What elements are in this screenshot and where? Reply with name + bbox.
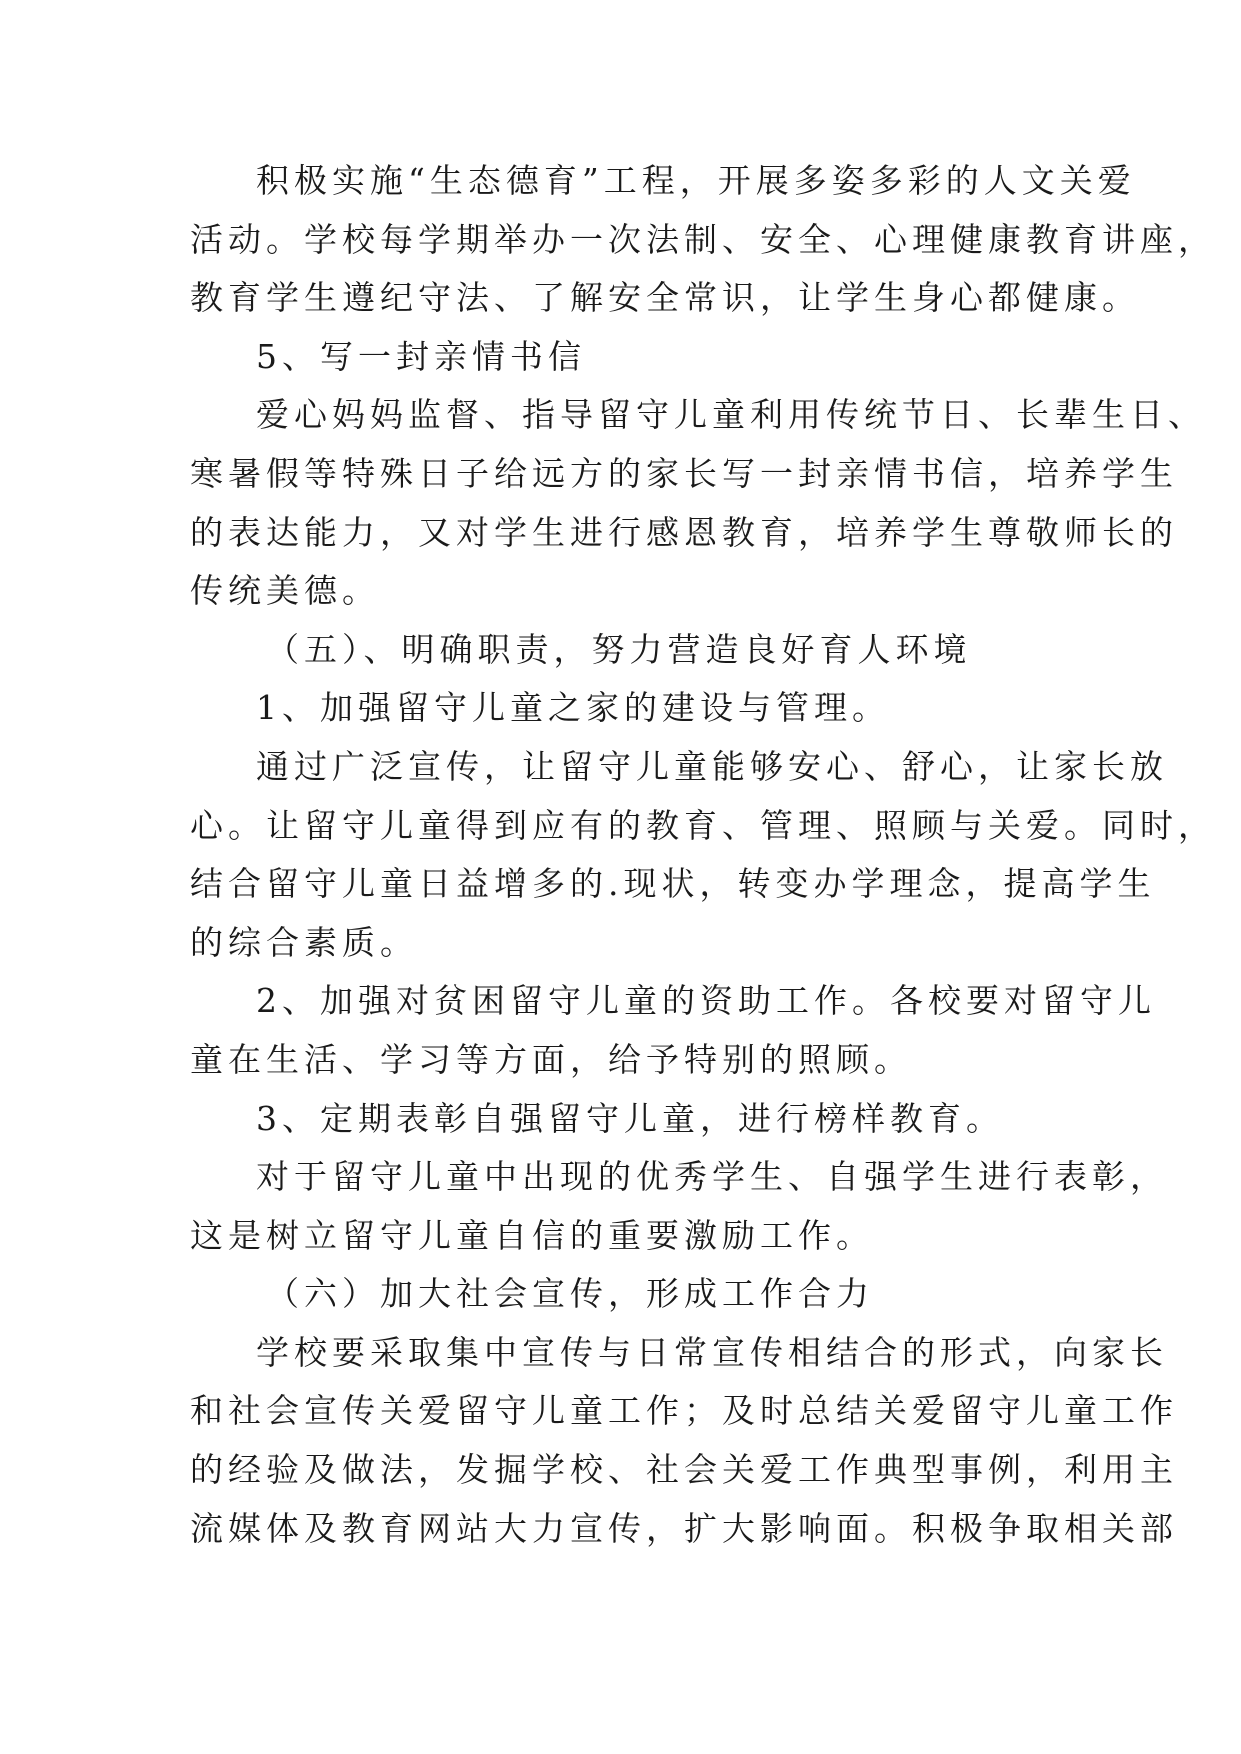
text-line: 和社会宣传关爱留守儿童工作；及时总结关爱留守儿童工作	[190, 1391, 1178, 1431]
text-line: 学校要采取集中宣传与日常宣传相结合的形式，向家长	[256, 1332, 1168, 1372]
text-line: 童在生活、学习等方面，给予特别的照顾。	[190, 1039, 912, 1079]
text-line: 结合留守儿童日益增多的.现状，转变办学理念，提高学生	[190, 864, 1156, 904]
text-line: 的经验及做法，发掘学校、社会关爱工作典型事例，利用主	[190, 1450, 1178, 1490]
text-line: 流媒体及教育网站大力宣传，扩大影响面。积极争取相关部	[190, 1508, 1178, 1548]
text-line: 2、加强对贫困留守儿童的资助工作。各校要对留守儿	[256, 981, 1156, 1021]
document-body	[190, 152, 1216, 1558]
text-line: 通过广泛宣传，让留守儿童能够安心、舒心，让家长放	[256, 746, 1168, 786]
text-line: 教育学生遵纪守法、了解安全常识，让学生身心都健康。	[190, 278, 1140, 318]
text-line: 心。让留守儿童得到应有的教育、管理、照顾与关爱。同时，	[190, 805, 1216, 845]
text-line: 对于留守儿童中出现的优秀学生、自强学生进行表彰，	[256, 1157, 1168, 1197]
section-heading: （六）加大社会宣传，形成工作合力	[266, 1274, 874, 1314]
text-line: 爱心妈妈监督、指导留守儿童利用传统节日、长辈生日、	[256, 395, 1206, 435]
text-line: 寒暑假等特殊日子给远方的家长写一封亲情书信，培养学生	[190, 453, 1178, 493]
section-heading: 5、写一封亲情书信	[256, 336, 586, 376]
section-heading: （五）、明确职责，努力营造良好育人环境	[266, 629, 972, 669]
text-line: 这是树立留守儿童自信的重要激励工作。	[190, 1215, 874, 1255]
section-heading: 1、加强留守儿童之家的建设与管理。	[256, 688, 890, 728]
text-line: 活动。学校每学期举办一次法制、安全、心理健康教育讲座，	[190, 219, 1216, 259]
text-line: 积极实施“生态德育”工程，开展多姿多彩的人文关爱	[256, 161, 1136, 200]
text-line: 传统美德。	[190, 571, 380, 611]
text-line: 的综合素质。	[190, 922, 418, 962]
section-heading: 3、定期表彰自强留守儿童，进行榜样教育。	[256, 1098, 1004, 1138]
text-line: 的表达能力，又对学生进行感恩教育，培养学生尊敬师长的	[190, 512, 1178, 552]
